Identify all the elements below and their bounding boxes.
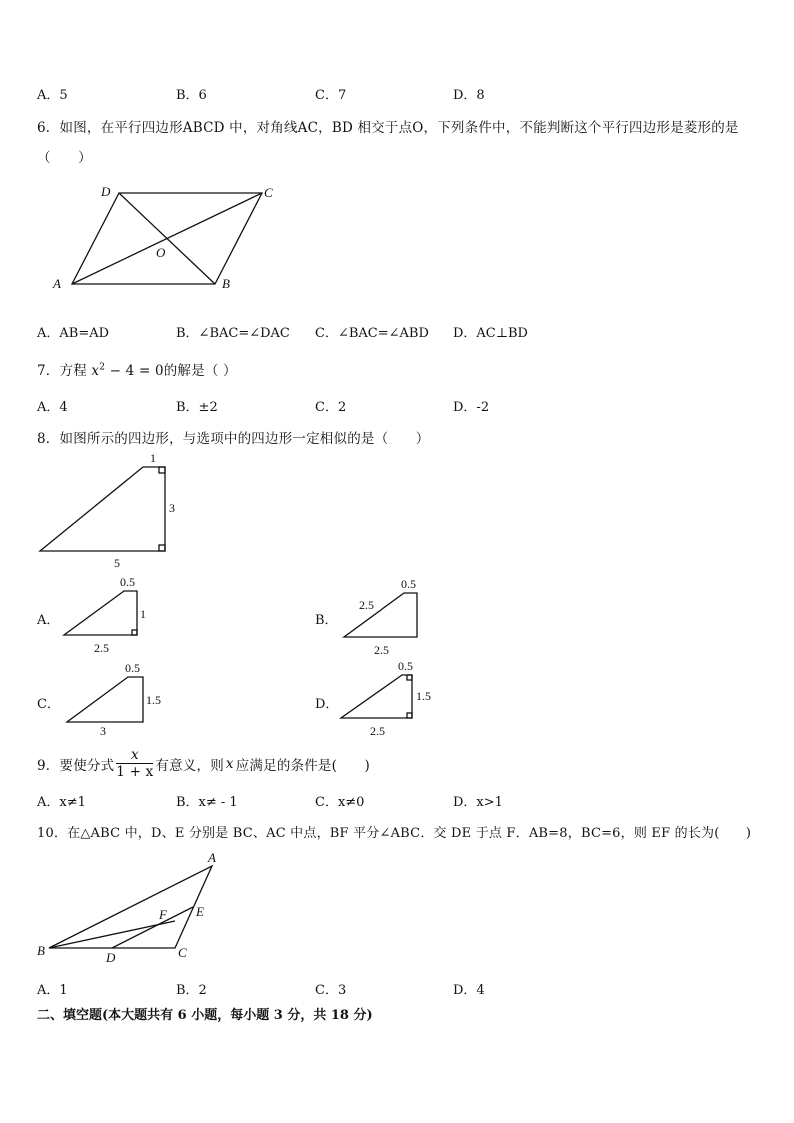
q8-c-label-right: 1.5 (146, 693, 161, 707)
q7-eq-exponent: 2 (99, 362, 106, 373)
q7-prefix: 7．方程 (37, 363, 87, 379)
q6-label-o: O (156, 245, 166, 260)
q8-b-label-bottom: 2.5 (374, 643, 389, 657)
q8-main-label-right: 3 (169, 501, 175, 515)
q6-parallelogram-figure (72, 193, 262, 284)
q6-option-d: D．AC⊥BD (453, 326, 528, 341)
q8-main-right-angle-bottom (159, 545, 165, 551)
q9-suffix: 应满足的条件是( ) (235, 758, 370, 774)
q6-label-c: C (264, 185, 273, 200)
q8-d-right-angle-bottom (407, 713, 412, 718)
q7-question (37, 359, 237, 379)
q8-b-label-top: 0.5 (401, 577, 416, 591)
q8-question: 8．如图所示的四边形，与选项中的四边形一定相似的是（ ） (37, 431, 430, 447)
q8-a-right-angle (132, 630, 137, 635)
q8-a-label-top: 0.5 (120, 575, 135, 589)
q8-option-a-shape (64, 591, 137, 635)
q8-a-label-bottom: 2.5 (94, 641, 109, 655)
q8-option-c-letter: C． (37, 697, 60, 712)
q6-option-a: A．AB=AD (37, 326, 110, 341)
q7-suffix: 的解是（ ） (163, 363, 237, 379)
q8-d-label-top: 0.5 (398, 659, 413, 673)
q6-option-c: C．∠BAC=∠ABD (315, 326, 429, 341)
q9-variable: x (225, 756, 234, 772)
q9-option-c: C．x≠0 (315, 795, 365, 810)
q9-fraction (116, 748, 153, 780)
q10-triangle-figure (49, 866, 212, 948)
q5-option-c: C．7 (315, 88, 347, 103)
q8-option-d-letter: D． (315, 697, 339, 712)
q9-numerator: x (116, 748, 153, 764)
q10-label-d: D (106, 950, 116, 965)
q5-option-d: D．8 (453, 88, 485, 103)
bisector-bf (49, 921, 175, 948)
q10-option-a: A．1 (37, 983, 68, 998)
q9-option-b: B．x≠ - 1 (176, 795, 238, 810)
q8-option-a-letter: A． (37, 613, 60, 628)
q8-d-label-bottom: 2.5 (370, 724, 385, 738)
q9-middle: 有意义，则 (155, 758, 224, 774)
q8-option-b-shape (344, 593, 417, 637)
q9-question (37, 748, 370, 780)
q9-denominator: 1 + x (116, 764, 154, 780)
section-2-title: 二、填空题(本大题共有 6 小题，每小题 3 分，共 18 分) (37, 1008, 373, 1023)
q7-option-a: A．4 (37, 400, 68, 415)
q6-label-a: A (53, 276, 61, 291)
q10-label-c: C (178, 945, 187, 960)
q9-prefix: 9．要使分式 (37, 758, 115, 774)
q8-main-quadrilateral (40, 467, 165, 551)
q6-question: 6．如图，在平行四边形ABCD 中，对角线AC，BD 相交于点O，下列条件中，不能判断这个平行四边形是菱形的是 (37, 120, 739, 136)
q8-d-right-angle-top (407, 675, 412, 680)
q5-option-a: A．5 (37, 88, 68, 103)
q8-d-label-right: 1.5 (416, 689, 431, 703)
q10-option-b: B．2 (176, 983, 207, 998)
q10-option-c: C．3 (315, 983, 347, 998)
triangle-abc (49, 866, 212, 948)
q9-option-d: D．x>1 (453, 795, 503, 810)
q10-label-f: F (159, 907, 167, 922)
diagonal-bd (119, 193, 215, 284)
q8-option-d-shape (341, 675, 412, 718)
q8-option-b-letter: B． (315, 613, 338, 628)
q10-question: 10．在△ABC 中，D、E 分别是 BC、AC 中点，BF 平分∠ABC．交 DE 于点 F．AB=8，BC=6，则 EF 的长为( ) (37, 826, 752, 841)
q7-eq-variable: x (91, 363, 100, 379)
q8-c-label-top: 0.5 (125, 661, 140, 675)
q7-option-b: B．±2 (176, 400, 218, 415)
q10-label-a: A (208, 850, 216, 865)
q7-eq-rest: − 4 = 0 (109, 363, 164, 379)
q8-c-label-bottom: 3 (100, 724, 106, 738)
q6-answer-paren: （ ） (37, 150, 92, 166)
q10-label-e: E (196, 904, 204, 919)
segment-de (112, 907, 193, 948)
q6-option-b: B．∠BAC=∠DAC (176, 326, 290, 341)
q8-main-label-top: 1 (150, 451, 156, 465)
q6-label-d: D (101, 184, 111, 199)
q5-option-b: B．6 (176, 88, 207, 103)
q10-option-d: D．4 (453, 983, 485, 998)
q8-b-label-left: 2.5 (359, 598, 374, 612)
q8-a-label-right: 1 (140, 607, 146, 621)
q7-option-d: D．-2 (453, 400, 490, 415)
q6-label-b: B (222, 276, 230, 291)
q10-label-b: B (37, 943, 45, 958)
q8-main-label-bottom: 5 (114, 556, 120, 570)
q7-option-c: C．2 (315, 400, 347, 415)
q9-option-a: A．x≠1 (37, 795, 86, 810)
q8-main-right-angle-top (159, 467, 165, 473)
q8-option-c-shape (67, 677, 143, 722)
